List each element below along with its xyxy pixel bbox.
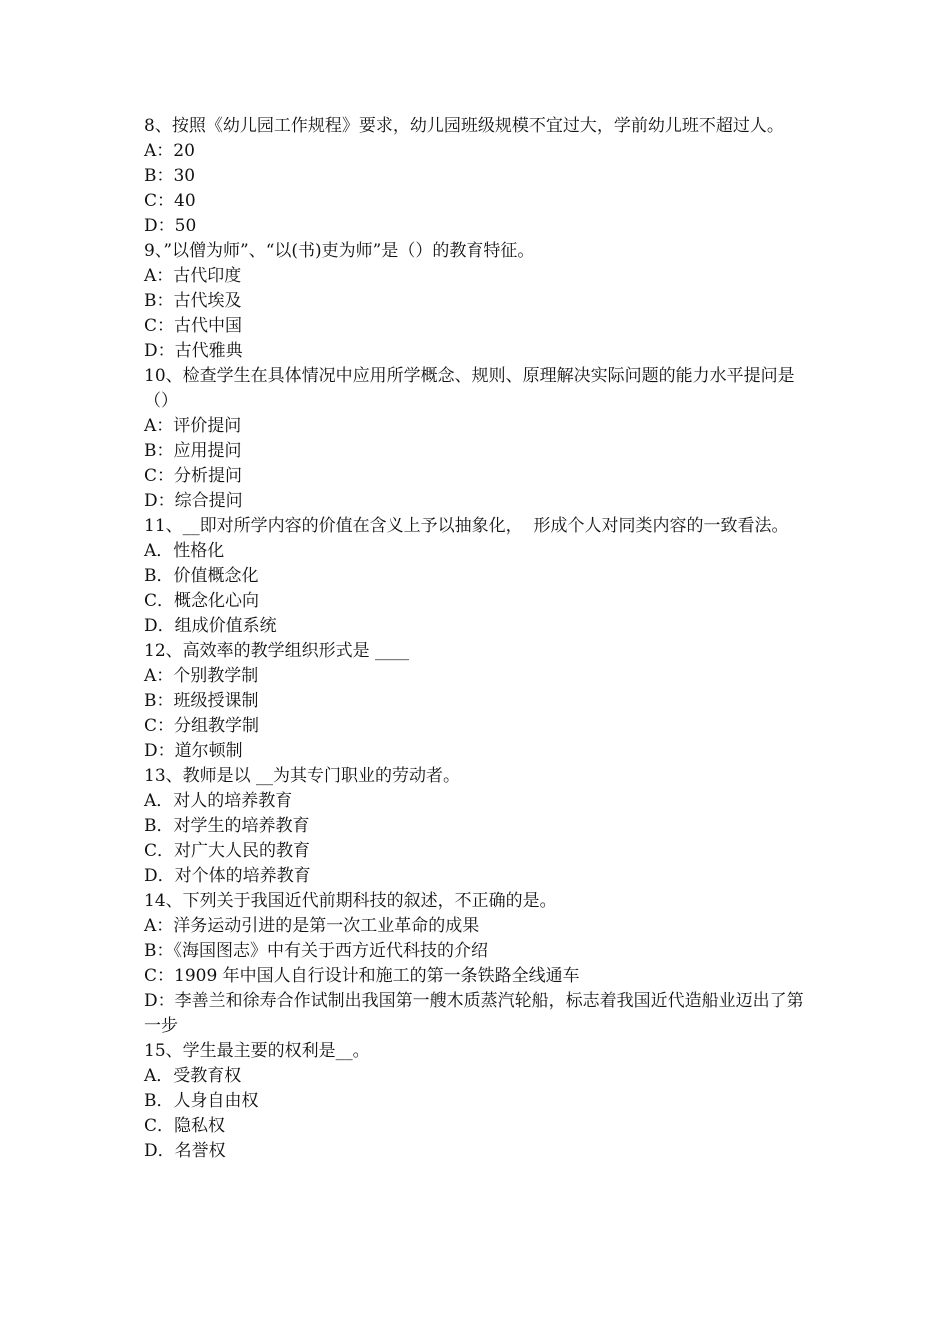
option-b: B．人身自由权 [144, 1091, 259, 1111]
question-text: 13、教师是以 __为其专门职业的劳动者。 [144, 766, 461, 786]
option-a: A．对人的培养教育 [144, 791, 293, 811]
option-d: D．对个体的培养教育 [144, 866, 311, 886]
option-a: A．受教育权 [144, 1066, 242, 1086]
question-text: 9、”以僧为师”、“以(书)吏为师”是（）的教育特征。 [144, 241, 535, 261]
option-b: B．对学生的培养教育 [144, 816, 310, 836]
question-12 [144, 639, 810, 764]
question-text: 14、下列关于我国近代前期科技的叙述，不正确的是。 [144, 891, 557, 911]
option-c: C：1909 年中国人自行设计和施工的第一条铁路全线通车 [144, 966, 580, 986]
option-c: C：分组教学制 [144, 716, 260, 736]
option-c: C：分析提问 [144, 466, 243, 486]
option-c: C：40 [144, 191, 196, 211]
option-d: D：李善兰和徐寿合作试制出我国第一艘木质蒸汽轮船，标志着我国近代造船业迈出了第一步 [144, 991, 804, 1036]
option-a: A：古代印度 [144, 266, 242, 286]
question-8 [144, 114, 810, 239]
option-d: D：古代雅典 [144, 341, 243, 361]
option-b: B：班级授课制 [144, 691, 259, 711]
option-b: B：30 [144, 166, 196, 186]
option-d: D．组成价值系统 [144, 616, 277, 636]
option-b: B：《海国图志》中有关于西方近代科技的介绍 [144, 941, 488, 961]
option-a: A：个别教学制 [144, 666, 259, 686]
question-9 [144, 239, 810, 364]
question-13 [144, 764, 810, 889]
question-list [144, 114, 810, 1164]
question-text: 12、高效率的教学组织形式是 ____ [144, 641, 410, 661]
option-d: D．名誉权 [144, 1141, 226, 1161]
option-a: A：洋务运动引进的是第一次工业革命的成果 [144, 916, 480, 936]
option-b: B．价值概念化 [144, 566, 259, 586]
option-c: C．隐私权 [144, 1116, 226, 1136]
option-b: B：古代埃及 [144, 291, 242, 311]
option-a: A：评价提问 [144, 416, 242, 436]
question-14 [144, 889, 810, 1039]
question-text: 11、__即对所学内容的价值在含义上予以抽象化， 形成个人对同类内容的一致看法。 [144, 516, 789, 536]
option-d: D：道尔顿制 [144, 741, 243, 761]
option-d: D：综合提问 [144, 491, 243, 511]
question-text: 10、检查学生在具体情况中应用所学概念、规则、原理解决实际问题的能力水平提问是（） [144, 366, 795, 411]
question-11 [144, 514, 810, 639]
option-c: C．对广大人民的教育 [144, 841, 311, 861]
option-d: D：50 [144, 216, 197, 236]
option-b: B：应用提问 [144, 441, 242, 461]
question-text: 8、按照《幼儿园工作规程》要求，幼儿园班级规模不宜过大，学前幼儿班不超过人。 [144, 116, 784, 136]
question-10 [144, 364, 810, 514]
option-c: C：古代中国 [144, 316, 243, 336]
option-a: A：20 [144, 141, 195, 161]
option-c: C．概念化心向 [144, 591, 260, 611]
option-a: A．性格化 [144, 541, 225, 561]
question-text: 15、学生最主要的权利是__。 [144, 1041, 370, 1061]
question-15 [144, 1039, 810, 1164]
